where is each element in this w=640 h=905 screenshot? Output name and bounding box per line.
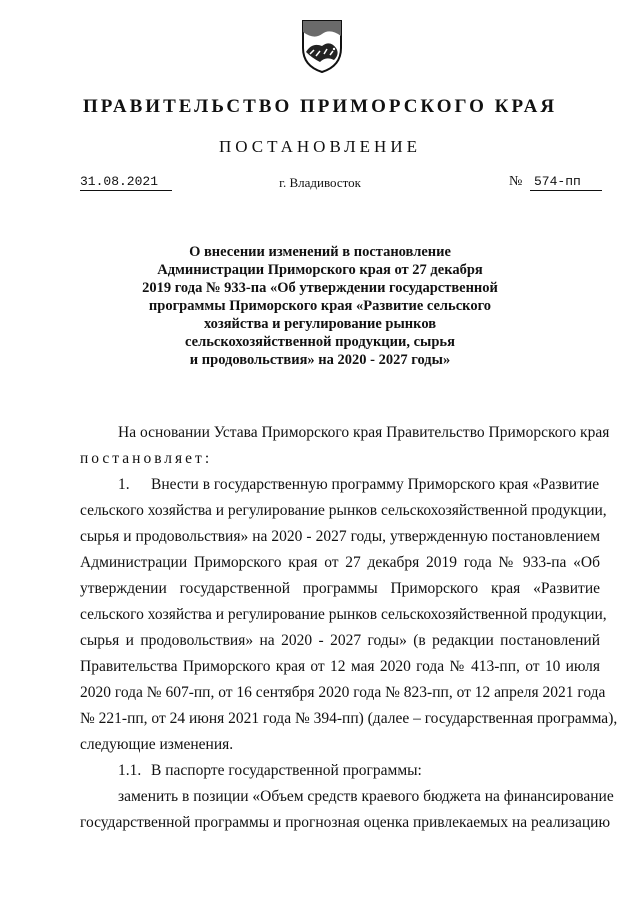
document-city: г. Владивосток (279, 175, 361, 190)
replace-second-line: государственной программы и прогнозная оценка привлекаемых на реализацию (80, 814, 611, 831)
document-body (80, 420, 618, 836)
preamble-text: На основании Устава Приморского края Правительство Приморского края (118, 424, 610, 441)
title-line: сельскохозяйственной продукции, сырья (185, 334, 455, 350)
item-1-last-line: следующие изменения. (80, 736, 234, 753)
document-date: 31.08.2021 (80, 174, 172, 191)
document-title (130, 243, 510, 369)
item-1-line: утверждении государственной программы Приморского края «Развитие (80, 580, 600, 597)
item-1-line: № 221-пп, от 24 июня 2021 года № 394-пп) (далее – государственная программа), (80, 710, 618, 727)
item-1-line: сельского хозяйства и регулирование рынков сельскохозяйственной продукции, (80, 502, 607, 519)
title-line: О внесении изменений в постановление (189, 244, 451, 260)
resolves-text: постановляет: (80, 450, 213, 467)
item-1-line: сельского хозяйства и регулирование рынков сельскохозяйственной продукции, (80, 606, 607, 623)
document-number-label: № (509, 174, 523, 189)
item-1-first-line (80, 472, 600, 498)
item-1-1-line (80, 758, 600, 784)
document-number: 574-пп (530, 174, 602, 191)
organization-name: ПРАВИТЕЛЬСТВО ПРИМОРСКОГО КРАЯ (82, 96, 558, 117)
item-1-line: Администрации Приморского края от 27 декабря 2019 года № 933-па «Об (80, 554, 600, 571)
item-1-number: 1. (118, 476, 130, 493)
title-line: хозяйства и регулирование рынков (203, 316, 437, 332)
document-type: ПОСТАНОВЛЕНИЕ (218, 137, 421, 156)
item-1-1-number: 1.1. (118, 762, 142, 779)
item-1-first-text: Внести в государственную программу Приморского края «Развитие (151, 476, 600, 493)
item-1-line: сырья и продовольствия» на 2020 - 2027 годы, утвержденную постановлением (80, 528, 600, 545)
title-line: программы Приморского края «Развитие сельского (148, 298, 492, 314)
title-line: и продовольствия» на 2020 - 2027 годы» (189, 352, 451, 368)
item-1-line: Правительства Приморского края от 12 мая 2020 года № 413-пп, от 10 июля (80, 658, 600, 675)
title-line: 2019 года № 933-па «Об утверждении государственной (142, 280, 498, 296)
coat-of-arms-emblem (300, 18, 344, 74)
title-line: Администрации Приморского края от 27 декабря (157, 262, 483, 278)
item-1-line: сырья и продовольствия» на 2020 - 2027 годы» (в редакции постановлений (80, 632, 600, 649)
item-1-1-text: В паспорте государственной программы: (151, 762, 422, 779)
replace-first-line: заменить в позиции «Объем средств краевого бюджета на финансирование (118, 788, 614, 805)
item-1-line: 2020 года № 607-пп, от 16 сентября 2020 года № 823-пп, от 12 апреля 2021 года (80, 684, 606, 701)
coat-of-arms-tiger-icon (300, 18, 344, 74)
